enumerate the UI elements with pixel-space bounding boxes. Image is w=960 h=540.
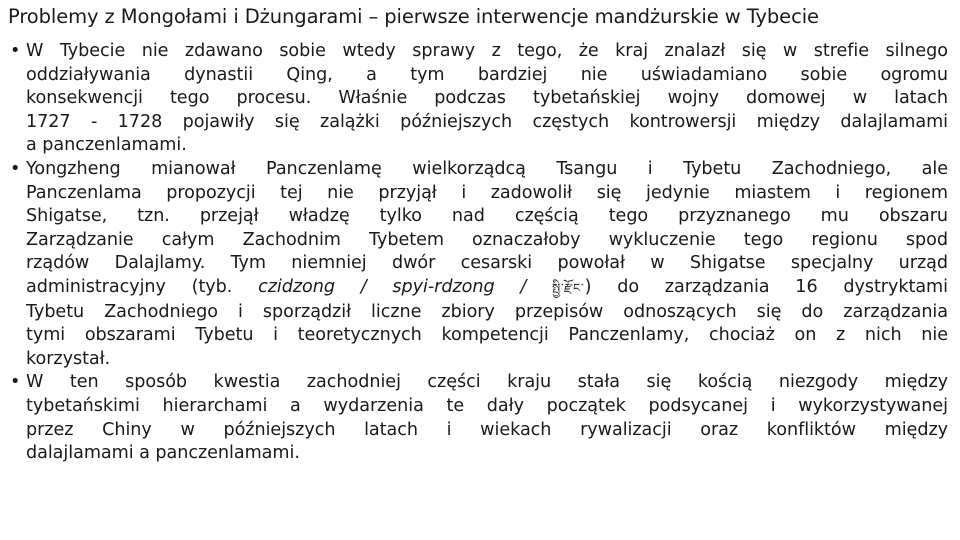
bullet-2-line-6 (26, 276, 948, 301)
italic-term: czidzong / spyi-rdzong / (258, 276, 552, 297)
slide-title: Problemy z Mongołami i Dżungarami – pierwsze interwencje mandżurskie w Tybecie (8, 5, 819, 28)
bullet-list (8, 40, 948, 466)
bullet-3-line-3: przez Chiny w późniejszych latach i wiekach rywalizacji oraz konfliktów między (26, 419, 948, 440)
bullet-2-line-2: Panczenlama propozycji tej nie przyjął i zadowolił się jedynie miastem i regionem (26, 182, 948, 203)
bullet-2-line-1: • Yongzheng mianował Panczenlamę wielkorządcą Tsangu i Tybetu Zachodniego, ale (26, 158, 948, 179)
bullet-item-3 (8, 371, 948, 465)
text-segment: ) do zarządzania 16 dystryktami (584, 276, 948, 297)
bullet-1-line-1: • W Tybecie nie zdawano sobie wtedy sprawy z tego, że kraj znalazł się w strefie silnego (26, 41, 948, 61)
bullet-item-1 (8, 40, 948, 158)
text-segment: administracyjny (tyb. (26, 276, 259, 297)
tibetan-script: སྤྱི་རྫོང་ (551, 280, 585, 295)
bullet-item-2 (8, 158, 948, 371)
bullet-3-line-2: tybetańskimi hierarchami a wydarzenia te dały początek podsycanej i wykorzystywanej (26, 395, 948, 416)
bullet-2-line-4: Zarządzanie całym Zachodnim Tybetem oznaczałoby wykluczenie tego regionu spod (26, 229, 948, 250)
bullet-3-line-4: dalajlamami a panczenlamami. (26, 443, 300, 464)
bullet-1-line-2: oddziaływania dynastii Qing, a tym bardziej nie uświadamiano sobie ogromu (26, 64, 948, 85)
bullet-1-line-5: a panczenlamami. (26, 135, 187, 156)
bullet-2-line-3: Shigatse, tzn. przejął władzę tylko nad częścią tego przyznanego mu obszaru (26, 206, 948, 227)
bullet-1-line-3: konsekwencji tego procesu. Właśnie podczas tybetańskiej wojny domowej w latach (26, 88, 948, 109)
bullet-2-line-9: korzystał. (26, 348, 111, 369)
bullet-2-line-5: rządów Dalajlamy. Tym niemniej dwór cesarski powołał w Shigatse specjalny urząd (26, 253, 948, 274)
bullet-2-line-8: tymi obszarami Tybetu i teoretycznych kompetencji Panczenlamy, chociaż on z nich nie (26, 325, 948, 346)
bullet-1-line-4: 1727 - 1728 pojawiły się zalążki późniejszych częstych kontrowersji między dalajlamami (26, 111, 948, 132)
bullet-3-line-1: • W ten sposób kwestia zachodniej części kraju stała się kością niezgody między (26, 372, 948, 393)
bullet-2-line-7: Tybetu Zachodniego i sporządził liczne zbiory przepisów odnoszących się do zarządzania (26, 301, 948, 322)
